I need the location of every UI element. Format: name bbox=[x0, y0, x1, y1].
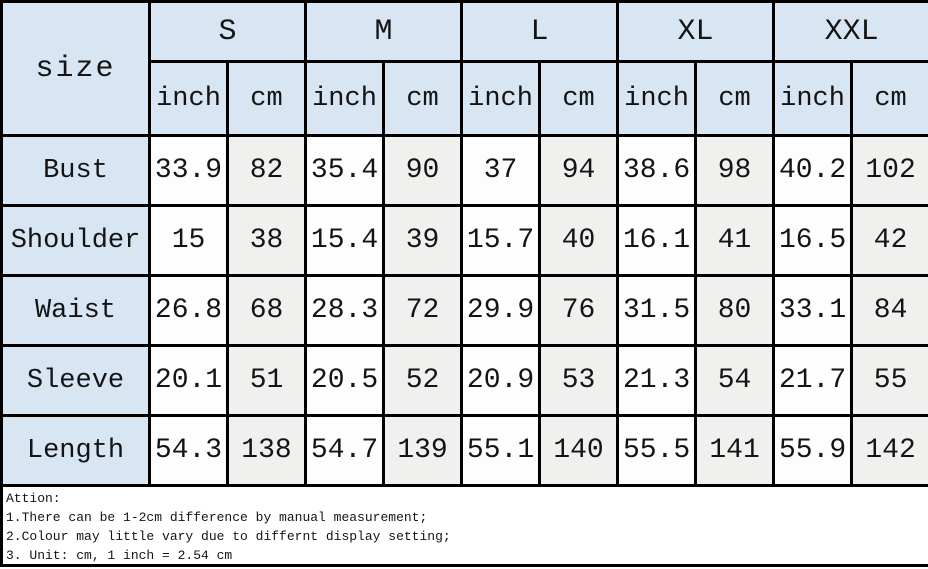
value-cell: 138 bbox=[228, 416, 306, 486]
value-cell: 76 bbox=[540, 276, 618, 346]
value-cell: 38 bbox=[228, 206, 306, 276]
value-cell: 94 bbox=[540, 136, 618, 206]
value-cell: 41 bbox=[696, 206, 774, 276]
unit-header-xxl-inch: inch bbox=[774, 62, 852, 136]
size-header-row bbox=[2, 2, 928, 62]
table-row-waist bbox=[2, 276, 928, 346]
row-label-length: Length bbox=[2, 416, 150, 486]
value-cell: 54 bbox=[696, 346, 774, 416]
value-cell: 55.5 bbox=[618, 416, 696, 486]
value-cell: 26.8 bbox=[150, 276, 228, 346]
value-cell: 98 bbox=[696, 136, 774, 206]
row-label-bust: Bust bbox=[2, 136, 150, 206]
notes bbox=[0, 487, 928, 567]
unit-header-m-cm: cm bbox=[384, 62, 462, 136]
value-cell: 102 bbox=[852, 136, 928, 206]
size-header-xxl: XXL bbox=[774, 2, 928, 62]
value-cell: 20.5 bbox=[306, 346, 384, 416]
note-line-2: 2.Colour may little vary due to differnt display setting; bbox=[6, 529, 451, 544]
table-row-bust bbox=[2, 136, 928, 206]
value-cell: 15 bbox=[150, 206, 228, 276]
table-row-sleeve bbox=[2, 346, 928, 416]
value-cell: 38.6 bbox=[618, 136, 696, 206]
notes-title: Attion: bbox=[6, 491, 61, 506]
value-cell: 140 bbox=[540, 416, 618, 486]
value-cell: 16.5 bbox=[774, 206, 852, 276]
value-cell: 54.3 bbox=[150, 416, 228, 486]
value-cell: 35.4 bbox=[306, 136, 384, 206]
note-line-3: 3. Unit: cm, 1 inch = 2.54 cm bbox=[6, 548, 233, 563]
value-cell: 29.9 bbox=[462, 276, 540, 346]
value-cell: 40 bbox=[540, 206, 618, 276]
value-cell: 33.1 bbox=[774, 276, 852, 346]
row-label-waist: Waist bbox=[2, 276, 150, 346]
unit-header-l-cm: cm bbox=[540, 62, 618, 136]
value-cell: 40.2 bbox=[774, 136, 852, 206]
value-cell: 52 bbox=[384, 346, 462, 416]
note-line-1: 1.There can be 1-2cm difference by manual measurement; bbox=[6, 510, 428, 525]
value-cell: 20.1 bbox=[150, 346, 228, 416]
table-row-length bbox=[2, 416, 928, 486]
size-header-m: M bbox=[306, 2, 462, 62]
value-cell: 139 bbox=[384, 416, 462, 486]
value-cell: 68 bbox=[228, 276, 306, 346]
value-cell: 31.5 bbox=[618, 276, 696, 346]
table-row-shoulder bbox=[2, 206, 928, 276]
value-cell: 141 bbox=[696, 416, 774, 486]
value-cell: 80 bbox=[696, 276, 774, 346]
value-cell: 37 bbox=[462, 136, 540, 206]
value-cell: 20.9 bbox=[462, 346, 540, 416]
value-cell: 28.3 bbox=[306, 276, 384, 346]
value-cell: 82 bbox=[228, 136, 306, 206]
unit-header-l-inch: inch bbox=[462, 62, 540, 136]
row-label-sleeve: Sleeve bbox=[2, 346, 150, 416]
value-cell: 72 bbox=[384, 276, 462, 346]
value-cell: 142 bbox=[852, 416, 928, 486]
value-cell: 42 bbox=[852, 206, 928, 276]
value-cell: 15.4 bbox=[306, 206, 384, 276]
value-cell: 51 bbox=[228, 346, 306, 416]
value-cell: 90 bbox=[384, 136, 462, 206]
value-cell: 84 bbox=[852, 276, 928, 346]
corner-size-label: size bbox=[2, 2, 150, 136]
size-header-s: S bbox=[150, 2, 306, 62]
value-cell: 55.1 bbox=[462, 416, 540, 486]
size-header-xl: XL bbox=[618, 2, 774, 62]
value-cell: 39 bbox=[384, 206, 462, 276]
value-cell: 33.9 bbox=[150, 136, 228, 206]
value-cell: 21.3 bbox=[618, 346, 696, 416]
unit-header-xl-cm: cm bbox=[696, 62, 774, 136]
value-cell: 53 bbox=[540, 346, 618, 416]
value-cell: 15.7 bbox=[462, 206, 540, 276]
size-header-l: L bbox=[462, 2, 618, 62]
value-cell: 54.7 bbox=[306, 416, 384, 486]
value-cell: 16.1 bbox=[618, 206, 696, 276]
unit-header-xxl-cm: cm bbox=[852, 62, 928, 136]
row-label-shoulder: Shoulder bbox=[2, 206, 150, 276]
unit-header-s-inch: inch bbox=[150, 62, 228, 136]
value-cell: 55 bbox=[852, 346, 928, 416]
unit-header-m-inch: inch bbox=[306, 62, 384, 136]
unit-header-xl-inch: inch bbox=[618, 62, 696, 136]
value-cell: 21.7 bbox=[774, 346, 852, 416]
unit-header-s-cm: cm bbox=[228, 62, 306, 136]
value-cell: 55.9 bbox=[774, 416, 852, 486]
